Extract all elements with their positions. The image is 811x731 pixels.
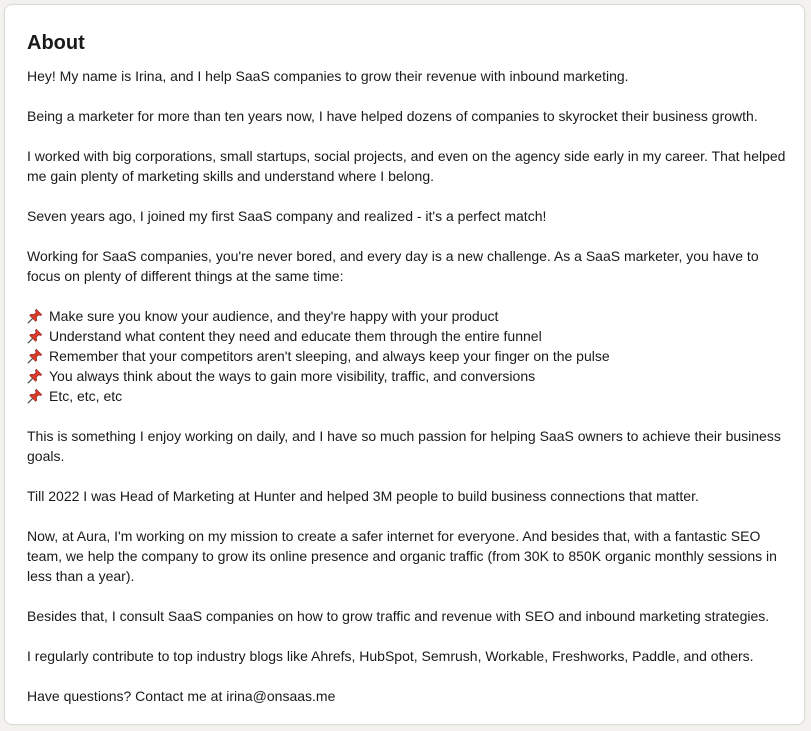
focus-list-item-text: Make sure you know your audience, and they're happy with your product bbox=[49, 308, 499, 324]
about-card bbox=[4, 4, 805, 725]
pushpin-icon bbox=[27, 388, 43, 404]
about-paragraph: Besides that, I consult SaaS companies on how to grow traffic and revenue with SEO and inbound marketing strategies. bbox=[27, 608, 770, 624]
about-paragraph: This is something I enjoy working on daily, and I have so much passion for helping SaaS owners to achieve their business goals. bbox=[27, 428, 781, 464]
about-paragraph: Being a marketer for more than ten years now, I have helped dozens of companies to skyrocket their business growth. bbox=[27, 108, 758, 124]
focus-list-item-text: Etc, etc, etc bbox=[49, 388, 123, 404]
pushpin-icon bbox=[27, 368, 43, 384]
about-paragraph: I worked with big corporations, small startups, social projects, and even on the agency side early in my career. That helped me gain plenty of marketing skills and understand where I belong. bbox=[27, 148, 786, 184]
focus-list-item bbox=[27, 366, 787, 386]
focus-list-item bbox=[27, 386, 787, 406]
about-paragraph: Seven years ago, I joined my first SaaS company and realized - it's a perfect match! bbox=[27, 208, 547, 224]
focus-list-item bbox=[27, 326, 787, 346]
about-paragraph: Working for SaaS companies, you're never bored, and every day is a new challenge. As a SaaS marketer, you have to focus on plenty of different things at the same time: bbox=[27, 248, 759, 284]
about-paragraph: Hey! My name is Irina, and I help SaaS companies to grow their revenue with inbound marketing. bbox=[27, 68, 629, 84]
about-paragraph: Till 2022 I was Head of Marketing at Hunter and helped 3M people to build business connections that matter. bbox=[27, 488, 699, 504]
pushpin-icon bbox=[27, 308, 43, 324]
about-paragraph: Now, at Aura, I'm working on my mission to create a safer internet for everyone. And besides that, with a fantastic SEO team, we help the company to grow its online presence and organic traffic (from 30K to 850K organic monthly sessions in less than a year). bbox=[27, 528, 777, 584]
about-title: About bbox=[27, 32, 85, 54]
contact-line: Have questions? Contact me at irina@onsaas.me bbox=[27, 688, 336, 704]
pushpin-icon bbox=[27, 348, 43, 364]
focus-list-item-text: Remember that your competitors aren't sleeping, and always keep your finger on the pulse bbox=[49, 348, 610, 364]
pushpin-icon bbox=[27, 328, 43, 344]
about-paragraph: I regularly contribute to top industry blogs like Ahrefs, HubSpot, Semrush, Workable, Freshworks, Paddle, and others. bbox=[27, 648, 754, 664]
focus-list-item bbox=[27, 346, 787, 366]
focus-list bbox=[27, 306, 787, 406]
focus-list-item bbox=[27, 306, 787, 326]
about-body bbox=[27, 66, 787, 706]
focus-list-item-text: Understand what content they need and educate them through the entire funnel bbox=[49, 328, 542, 344]
focus-list-item-text: You always think about the ways to gain more visibility, traffic, and conversions bbox=[49, 368, 536, 384]
